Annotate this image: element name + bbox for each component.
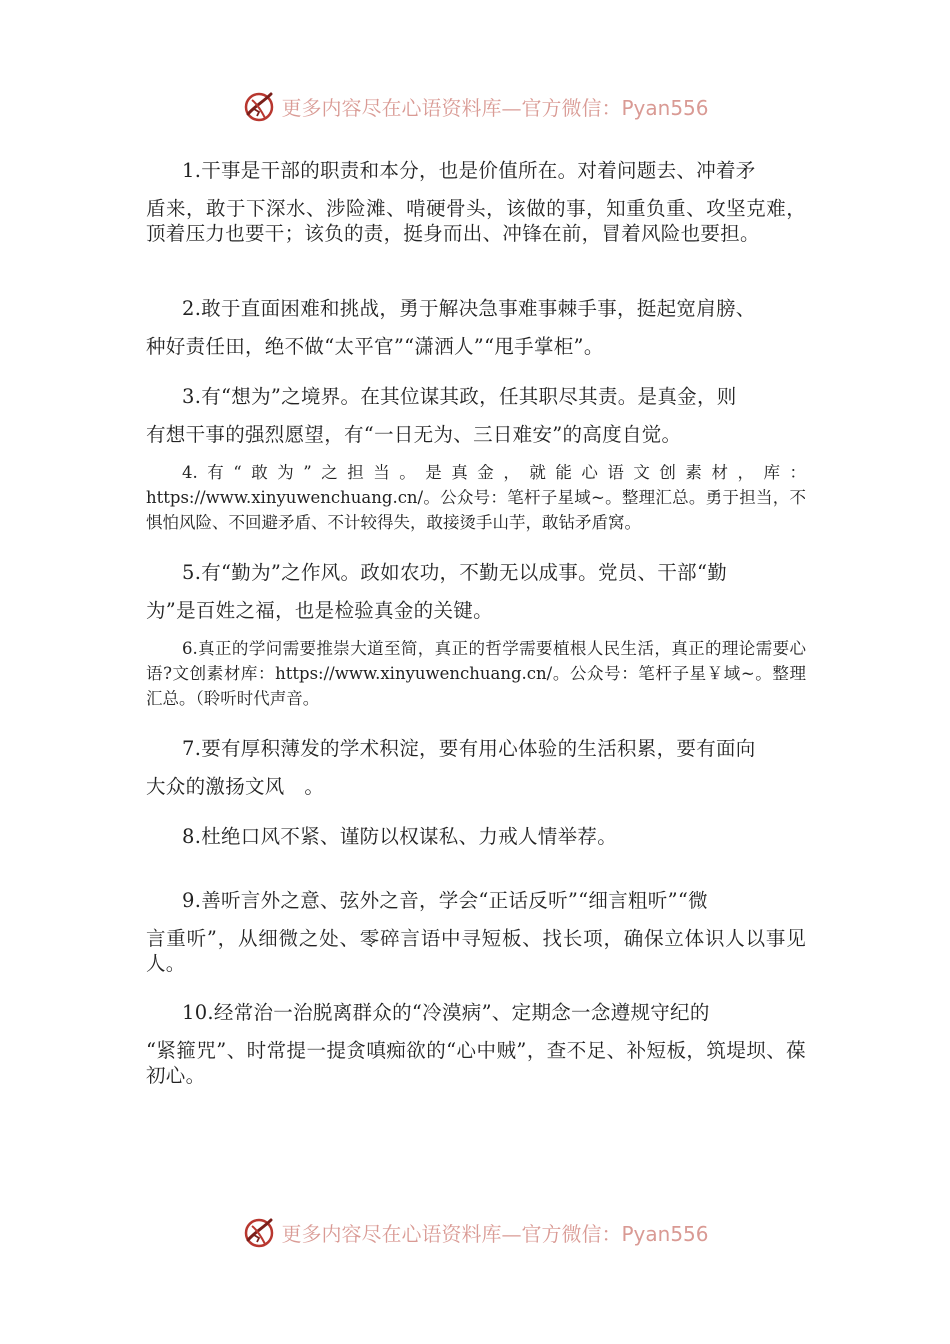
paragraph-5-line1: 5.有“勤为”之作风。政如农功，不勤无以成事。党员、干部“勤 (182, 561, 728, 584)
banner-wechat-id: Pyan556 (621, 95, 709, 120)
paragraph-1 (146, 158, 806, 246)
banner-text-cn: 更多内容尽在心语资料库—官方微信： (281, 95, 622, 120)
pen-swirl-logo-icon (241, 88, 277, 124)
paragraph-9-rest: 言重听”，从细微之处、零碎言语中寻短板、找长项，确保立体识人以事见人。 (146, 927, 806, 975)
pen-swirl-logo-icon (241, 1214, 277, 1250)
paragraph-10 (146, 1000, 806, 1088)
paragraph-10-line1: 10.经常治一治脱离群众的“冷漠病”、定期念一念遵规守纪的 (182, 1001, 710, 1024)
paragraph-9-line1: 9.善听言外之意、弦外之音，学会“正话反听”“细言粗听”“微 (182, 889, 708, 912)
banner-text-cn: 更多内容尽在心语资料库—官方微信： (281, 1221, 622, 1246)
paragraph-6: 6.真正的学问需要推崇大道至简，真正的哲学需要植根人民生活，真正的理论需要心语?文创素材库：https://www.xinyuwenchuang.cn/。公众号：笔杆子星￥域~。整理汇总。（聆听时代声音。 (146, 639, 806, 708)
paragraph-2 (146, 296, 806, 359)
paragraph-7 (146, 736, 806, 799)
header-banner (0, 84, 950, 128)
paragraph-10-rest: “紧箍咒”、时常提一提贪嗔痴欲的“心中贼”，查不足、补短板，筑堤坝、葆初心。 (146, 1039, 806, 1087)
paragraph-5-rest: 为”是百姓之福，也是检验真金的关键。 (146, 599, 493, 622)
paragraph-3 (146, 384, 806, 447)
paragraph-4: 4.有“敢为”之担当。是真金，就能心语文创素材，库：https://www.xinyuwenchuang.cn/。公众号：笔杆子星域~。整理汇总。勇于担当，不惧怕风险、不回避矛盾、不计较得失，敢接烫手山芋，敢钻矛盾窝。 (146, 463, 806, 532)
paragraph-5 (146, 560, 806, 623)
paragraph-8-line1: 8.杜绝口风不紧、谨防以权谋私、力戒人情举荐。 (182, 825, 618, 848)
paragraph-3-rest: 有想干事的强烈愿望，有“一日无为、三日难安”的高度自觉。 (146, 423, 682, 446)
banner-wechat-id: Pyan556 (621, 1221, 709, 1246)
banner-text (281, 92, 708, 121)
banner-text (281, 1218, 708, 1247)
paragraph-3-line1: 3.有“想为”之境界。在其位谋其政，任其职尽其责。是真金，则 (182, 385, 737, 408)
paragraph-7-rest: 大众的激扬文风 。 (146, 775, 325, 798)
paragraph-8 (146, 824, 806, 862)
paragraph-1-line1: 1.干事是干部的职责和本分，也是价值所在。对着问题去、冲着矛 (182, 159, 756, 182)
paragraph-9 (146, 888, 806, 976)
paragraph-2-line1: 2.敢于直面困难和挑战，勇于解决急事难事棘手事，挺起宽肩膀、 (182, 297, 756, 320)
footer-banner (0, 1210, 950, 1254)
paragraph-1-rest: 盾来，敢于下深水、涉险滩、啃硬骨头，该做的事，知重负重、攻坚克难，顶着压力也要干；该负的责，挺身而出、冲锋在前，冒着风险也要担。 (146, 197, 806, 245)
paragraph-2-rest: 种好责任田，绝不做“太平官”“潇洒人”“甩手掌柜”。 (146, 335, 604, 358)
paragraph-7-line1: 7.要有厚积薄发的学术积淀，要有用心体验的生活积累，要有面向 (182, 737, 756, 760)
